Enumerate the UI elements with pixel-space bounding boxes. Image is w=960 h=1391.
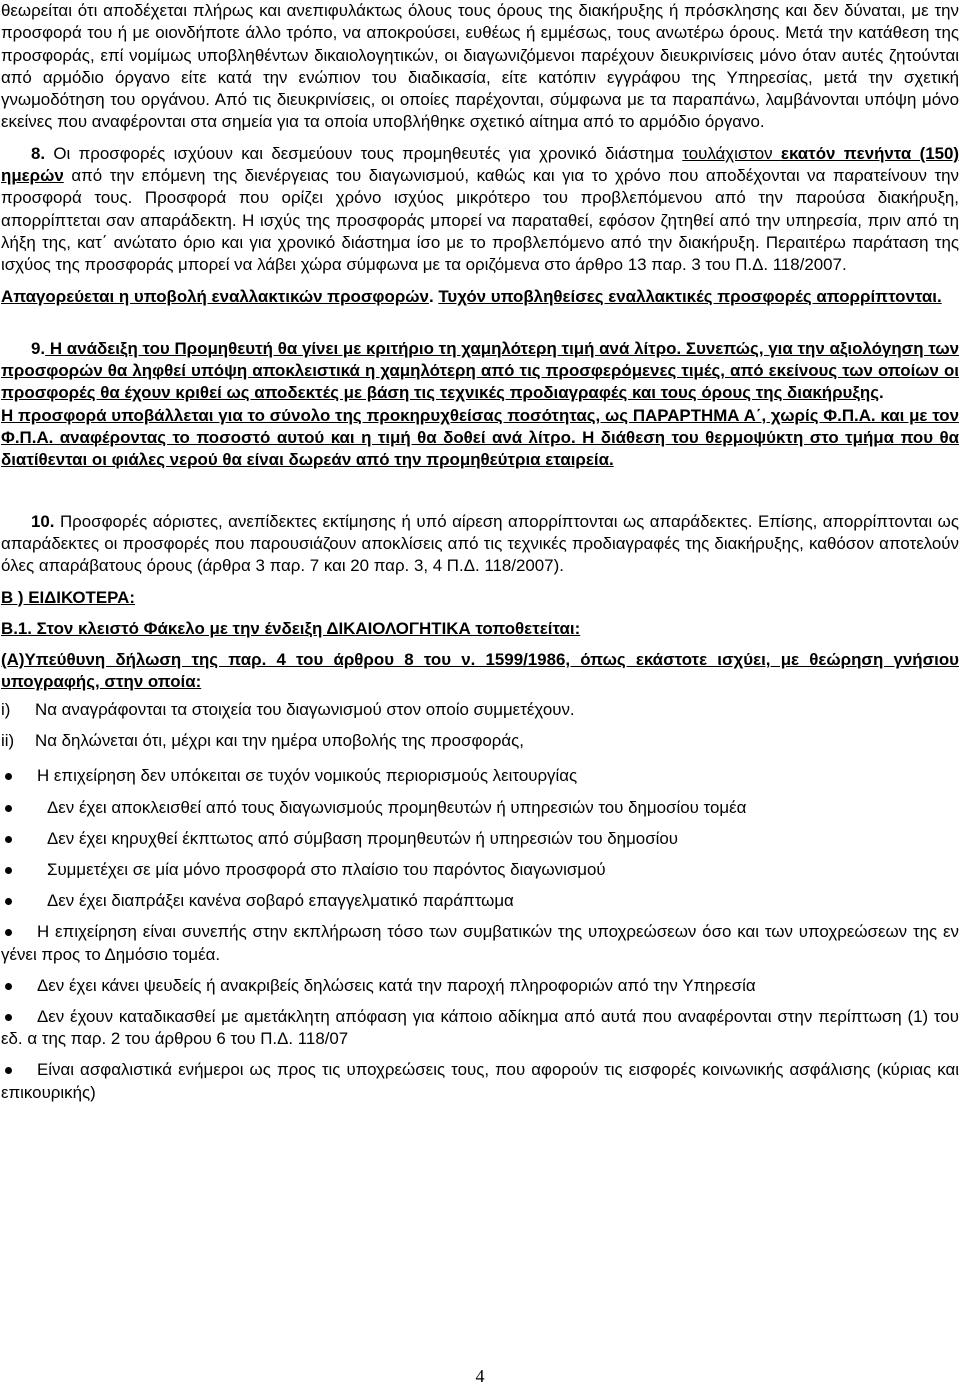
spacer <box>1 752 959 765</box>
bullet-item <box>1 975 959 997</box>
bullet-dot-icon <box>5 929 12 936</box>
bullet-dot-icon <box>5 867 12 874</box>
section-9-evaluation-end: . <box>879 383 884 403</box>
section-8-text-underlined: τουλάχιστον <box>682 143 781 163</box>
bullet-item <box>1 1006 959 1051</box>
spacer <box>1 472 959 502</box>
bullet-dot-icon <box>5 1067 12 1074</box>
section-9-evaluation: Συνεπώς, για την αξιολόγηση των προσφορών θα ληφθεί υπόψη αποκλειστικά η χαμηλότερη από τις προσφερόμενες τιμές, από εκείνους των οποίων οι προσφορές θα έχουν κριθεί ως αποδεκτές με βάση τις τεχνικές προδιαγραφές και τους όρους της διακήρυξης <box>1 338 959 403</box>
roman-number: ii) <box>1 731 15 751</box>
bullet-dot-icon <box>5 983 12 990</box>
roman-text: Να αναγράφονται τα στοιχεία του διαγωνισμού στον οποίο συμμετέχουν. <box>35 699 575 719</box>
bullet-dot-icon <box>5 898 12 905</box>
bullet-text: Συμμετέχει σε μία μόνο προσφορά στο πλαίσιο του παρόντος διαγωνισμού <box>47 859 606 879</box>
bullet-item <box>1 797 959 819</box>
bullet-item <box>1 921 959 966</box>
roman-item <box>1 730 959 752</box>
declaration-bullet-list <box>1 765 959 1104</box>
section-8-alternatives <box>1 286 959 308</box>
spacer <box>1 502 959 511</box>
section-8-number: 8. <box>31 143 46 163</box>
section-9-offer-text: Η προσφορά υποβάλλεται για το σύνολο της προκηρυχθείσας ποσότητας, ως ΠΑΡΑΡΤΗΜΑ Α΄, χωρίς Φ.Π.Α. και με τον Φ.Π.Α. αναφέροντας το ποσοστό αυτού και η τιμή θα δοθεί ανά λίτρο. <box>1 405 959 448</box>
bullet-dot-icon <box>5 805 12 812</box>
bullet-text: Δεν έχει κηρυχθεί έκπτωτος από σύμβαση προμηθευτών ή υπηρεσιών του δημοσίου <box>47 828 678 848</box>
solemn-declaration-heading: (Α)Υπεύθυνη δήλωση της παρ. 4 του άρθρου 8 του ν. 1599/1986, όπως εκάστοτε ισχύει, με θεώρηση γνήσιου υπογραφής, στην οποία: <box>1 650 959 692</box>
section-8-duration: εκατόν πενήντα (150) ημερών <box>1 143 959 186</box>
bullet-dot-icon <box>5 836 12 843</box>
bullet-text: Δεν έχει κάνει ψευδείς ή ανακριβείς δηλώσεις κατά την παροχή πληροφοριών από την Υπηρεσία <box>37 975 756 995</box>
spacer <box>1 308 959 338</box>
page-number: 4 <box>475 1366 485 1386</box>
section-9-criterion: Η ανάδειξη του Προμηθευτή θα γίνει με κριτήριο τη χαμηλότερη τιμή ανά λίτρο. <box>45 338 682 358</box>
roman-text: Να δηλώνεται ότι, μέχρι και την ημέρα υποβολής της προσφοράς, <box>35 731 525 751</box>
alternatives-rejected: Τυχόν υποβληθείσες εναλλακτικές προσφορές απορρίπτονται. <box>438 286 942 306</box>
section-9-paragraph <box>1 338 959 405</box>
bullet-dot-icon <box>5 1014 12 1021</box>
section-b-heading: Β ) ΕΙΔΙΚΟΤΕΡΑ: <box>1 587 135 607</box>
intro-paragraph: θεωρείται ότι αποδέχεται πλήρως και ανεπιφυλάκτως όλους τους όρους της διακήρυξης ή πρόσκλησης και δεν δύναται, με την προσφορά του ή με οιονδήποτε άλλο τρόπο, να αποκρούσει, ευθέως ή εμμέσως, τους ανωτέρω όρους. Μετά την κατάθεση της προσφοράς, επί νομίμως υποβληθέντων δικαιολογητικών, οι διαγωνιζόμενοι παρέχουν διευκρινίσεις μόνο όταν αυτές ζητούνται από αρμόδιο όργανο είτε κατά την ενώπιον του διαδικασία, είτε κατόπιν εγγράφου της Υπηρεσίας, μετά την σχετική γνωμοδότηση του οργάνου. Από τις διευκρινίσεις, οι οποίες παρέχονται, σύμφωνα με τα παραπάνω, λαμβάνονται υπόψη μόνο εκείνες που αναφέρονται στα σημεία για τα οποία υποβλήθηκε σχετικό αίτημα από το αρμόδιο όργανο. <box>1 1 959 132</box>
bullet-item <box>1 1059 959 1104</box>
section-9-cooler-text: Η διάθεση του θερμοψύκτη στο τμήμα που θα διατίθενται οι φιάλες νερού θα είναι δωρεάν από την προμηθεύτρια εταιρεία. <box>1 428 960 470</box>
spacer <box>1 578 959 587</box>
bullet-text: Η επιχείρηση είναι συνεπής στην εκπλήρωση τόσο των συμβατικών της υποχρεώσεων όσο και των υποχρεώσεων της εν γένει προς το Δημόσιο τομέα. <box>1 922 959 964</box>
section-9-number: 9. <box>31 338 46 358</box>
spacer <box>1 134 959 143</box>
bullet-dot-icon <box>5 773 12 780</box>
section-9-offer-paragraph <box>1 405 959 472</box>
alternatives-prohibited: Απαγορεύεται η υποβολή εναλλακτικών προσφορών <box>1 286 429 306</box>
section-8-paragraph <box>1 143 959 277</box>
section-8-text-a: Οι προσφορές ισχύουν και δεσμεύουν τους προμηθευτές για χρονικό διάστημα <box>45 143 683 163</box>
roman-number: i) <box>1 699 11 719</box>
alternatives-separator: . <box>428 286 439 306</box>
spacer <box>1 721 959 730</box>
bullet-item <box>1 828 959 850</box>
section-10-text: Προσφορές αόριστες, ανεπίδεκτες εκτίμησης ή υπό αίρεση απορρίπτονται ως απαράδεκτες. Επίσης, απορρίπτονται ως απαράδεκτες οι προσφορές που παρουσιάζουν αποκλίσεις από τις τεχνικές προδιαγραφές της διακήρυξης, καθόσον αποτελούν όλες απαράβατους όρους (άρθρα 3 παρ. 7 και 20 παρ. 3, 4 Π.Δ. 118/2007). <box>1 511 959 576</box>
spacer <box>1 277 959 286</box>
bullet-text: Δεν έχουν καταδικασθεί με αμετάκλητη απόφαση για κάποιο αδίκημα από αυτά που αναφέρονται στην περίπτωση (1) του εδ. α της παρ. 2 του άρθρου 6 του Π.Δ. 118/07 <box>1 1006 959 1049</box>
roman-item <box>1 699 959 721</box>
bullet-text: Είναι ασφαλιστικά ενήμεροι ως προς τις υποχρεώσεις τους, που αφορούν τις εισφορές κοινωνικής ασφάλισης (κύριας και επικουρικής) <box>1 1060 959 1102</box>
bullet-text: Η επιχείρηση δεν υπόκειται σε τυχόν νομικούς περιορισμούς λειτουργίας <box>37 766 578 786</box>
bullet-item <box>1 859 959 881</box>
section-10-number: 10. <box>31 511 55 531</box>
bullet-item <box>1 890 959 912</box>
section-8-text-b: από την επόμενη της διενέργειας του διαγωνισμού, καθώς και για το χρόνο που αποδέχονται να παρατείνουν την προσφορά τους. Προσφορά που ορίζει χρόνο ισχύος μικρότερο του προβλεπόμενου από την παρούσα διακήρυξη, απορρίπτεται σαν απαράδεκτη. Η ισχύς της προσφοράς μπορεί να παραταθεί, εφόσον ζητηθεί από την υπηρεσία, πριν από τη λήξη της, κατ΄ ανώτατο όριο και για χρονικό διάστημα ίσο με το προβλεπόμενο από την διακήρυξη. Περαιτέρω παράταση της ισχύος της προσφοράς μπορεί να λάβει χώρα σύμφωνα με τα οριζόμενα στο άρθρο 13 παρ. 3 του Π.Δ. 118/2007. <box>1 166 959 275</box>
bullet-text: Δεν έχει αποκλεισθεί από τους διαγωνισμούς προμηθευτών ή υπηρεσιών του δημοσίου τομέα <box>47 797 747 817</box>
section-10-paragraph <box>1 511 959 578</box>
spacer <box>1 640 959 649</box>
bullet-item <box>1 765 959 787</box>
section-b1-heading: Β.1. Στον κλειστό Φάκελο με την ένδειξη ΔΙΚΑΙΟΛΟΓΗΤΙΚΑ τοποθετείται: <box>1 618 581 638</box>
spacer <box>1 609 959 618</box>
bullet-text: Δεν έχει διαπράξει κανένα σοβαρό επαγγελματικό παράπτωμα <box>47 891 514 911</box>
